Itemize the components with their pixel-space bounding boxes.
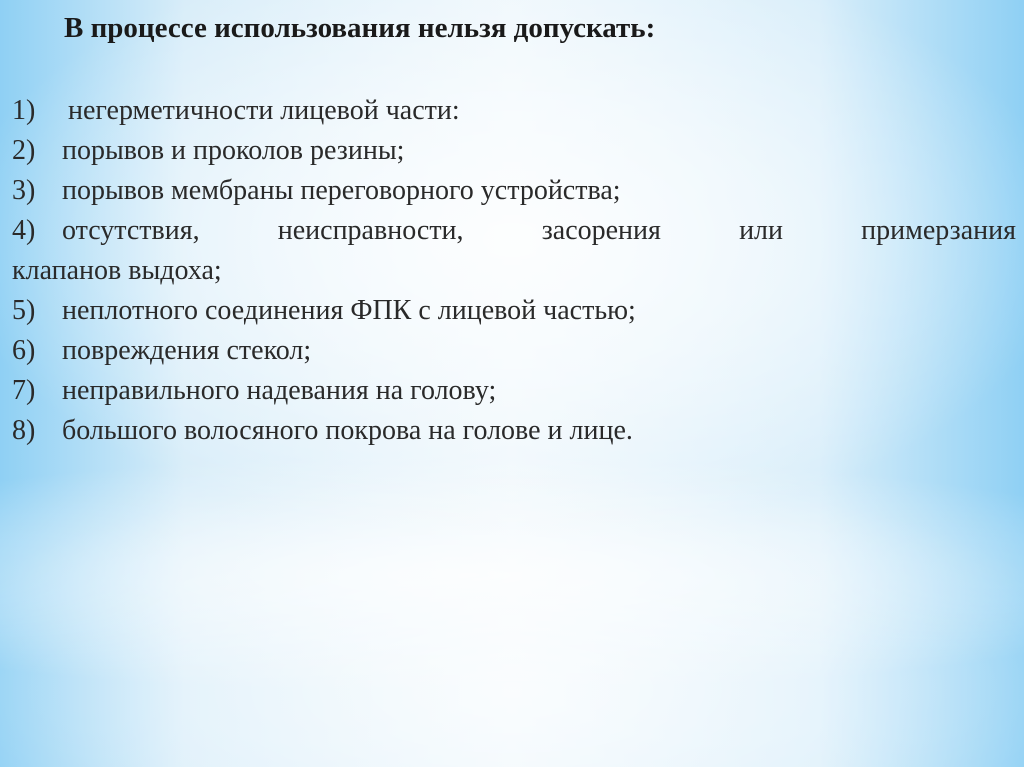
list-item: [12, 211, 1016, 291]
list-item: [12, 131, 1016, 171]
list-item: [12, 411, 1016, 451]
item-word: или: [739, 215, 784, 246]
list-item: [12, 171, 1016, 211]
item-number: 1): [12, 95, 36, 126]
item-text: неплотного соединения ФПК с лицевой частью;: [62, 295, 636, 326]
item-number: 4): [12, 215, 36, 246]
item-text: порывов и проколов резины;: [62, 135, 405, 166]
item-text: неправильного надевания на голову;: [62, 375, 497, 406]
item-text: [62, 211, 1016, 251]
item-text-continuation: клапанов выдоха;: [12, 255, 222, 286]
item-text: большого волосяного покрова на голове и лице.: [62, 415, 633, 446]
slide-title: В процессе использования нельзя допускать:: [64, 12, 656, 44]
item-number: 7): [12, 375, 36, 406]
prohibitions-list: [12, 91, 1016, 451]
item-word: неисправности,: [277, 215, 464, 246]
item-number: 6): [12, 335, 36, 366]
item-number: 2): [12, 135, 36, 166]
item-number: 3): [12, 175, 36, 206]
item-word: засорения: [541, 215, 661, 246]
list-item: [12, 91, 1016, 131]
item-word: отсутствия,: [62, 215, 200, 246]
list-item: [12, 331, 1016, 371]
item-text: порывов мембраны переговорного устройства;: [62, 175, 621, 206]
item-number: 8): [12, 415, 36, 446]
list-item: [12, 371, 1016, 411]
item-number: 5): [12, 295, 36, 326]
item-text: негерметичности лицевой части:: [68, 95, 460, 126]
item-word: примерзания: [861, 215, 1016, 246]
list-item: [12, 291, 1016, 331]
item-text: повреждения стекол;: [62, 335, 312, 366]
